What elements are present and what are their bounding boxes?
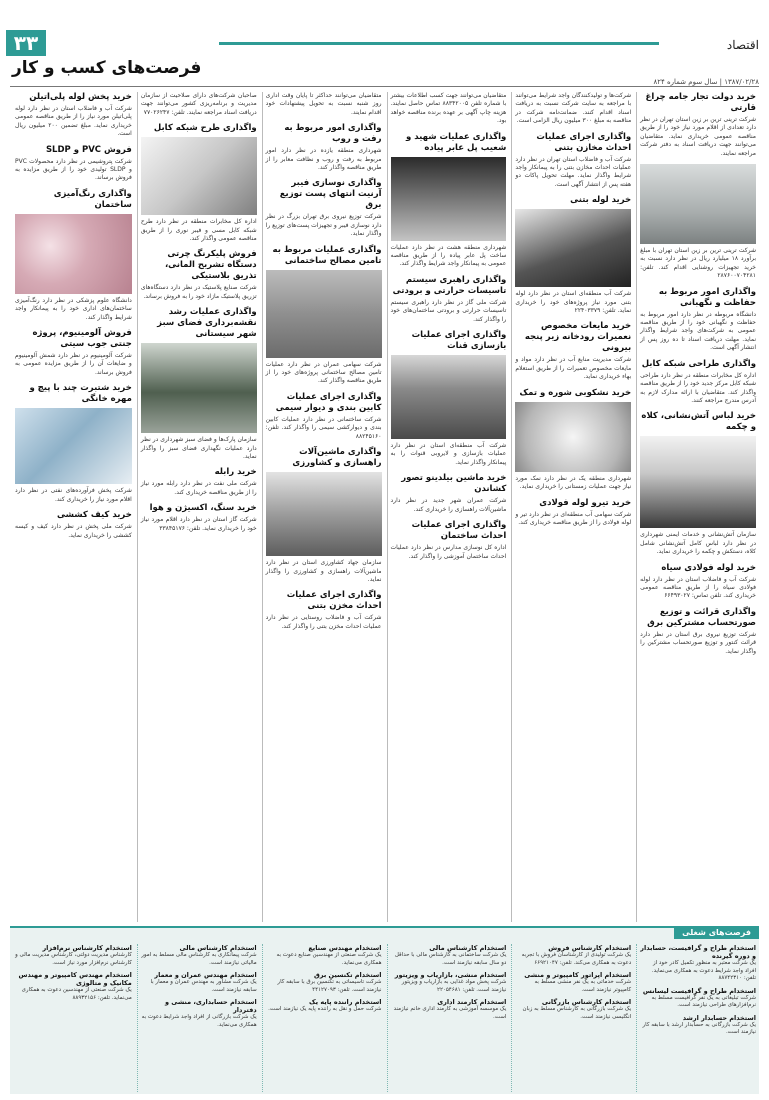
article-body: شرکت آب و فاضلاب استان در نظر دارد لوله فولادی سیاه را از طریق مناقصه عمومی خریداری کند. تلفن تماس: ۶۶۴۹۳۰۲۷ [640,575,756,600]
article-body: شهرداری منطقه یازده در نظر دارد امور مربوط به رفت و روب و نظافت معابر را از طریق مناقصه واگذار کند. [265,147,382,172]
article-body: شرکت مدیریت منابع آب در نظر دارد مواد و مایعات مخصوص تعمیرات را از طریق استعلام بهاء خریداری نماید. [515,356,632,381]
article-headline: فروش پلیکرنگ چرتی دستگاه تشریح المانی، تذریق بلاستیکی [164,249,257,282]
job-listing [391,998,507,1021]
article-headline: واگذاری ماشین‌آلات راهسازی و کشاورزی [292,447,382,469]
job-listing [640,987,756,1010]
article-headline: واگذاری اجرای عملیات کابین بندی و دیوار سیمی [275,391,382,413]
news-article [391,473,507,514]
job-listing [15,971,132,1002]
news-article [15,145,132,183]
job-listing-body: یک شرکت معتبر به منظور تکمیل کادر خود از افراد واجد شرایط دعوت به همکاری می‌نماید. تلفن: ۸۸۷۴۲۳۱۰ [651,960,756,981]
article-headline: خرید پخش لوله پلی‌اتیلن [29,92,132,102]
dateline: ۱۳۸۷/۰۲/۲۸ | سال سوم شماره ۸۲۴ [653,78,759,86]
article-body: شرکت گاز استان در نظر دارد اقلام مورد نیاز خود را خریداری نماید. تلفن: ۳۳۸۴۵۱۷۶ [140,516,257,532]
job-listing [141,998,257,1029]
news-article [640,563,756,601]
article-body: شهرداری منطقه یک در نظر دارد نمک مورد نیاز جهت عملیات زمستانی را خریداری نماید. [515,474,632,491]
job-listing-body: یک شرکت ساختمانی به کارشناس مالی با حداقل دو سال سابقه نیازمند است. [394,952,507,966]
article-headline: خرید دولت تجار جامه چراغ قارتی [645,92,756,113]
article-photo [515,209,631,287]
news-article [391,330,507,467]
news-article [266,447,382,584]
article-body: شرکت پخش فرآورده‌های نفتی در نظر دارد اقلام مورد نیاز را خریداری کند. [15,487,132,503]
article-headline: فروش آلومینیوم، پروژه جنتی جوب سیتی [32,328,132,350]
news-article [141,92,257,117]
job-listing [640,944,756,983]
article-body: شرکت توزیع نیروی برق تهران بزرگ در نظر دارد نوسازی فیبر و تجهیزات پست‌های توزیع را واگذار نماید. [265,213,382,238]
article-headline: خرید تیرو لوله فولادی [539,497,632,508]
article-headline: واگذاری قرائت و توزیع صورتحساب مشترکین برق [647,606,756,628]
masthead-rule [219,42,659,45]
article-headline: خرید لوله فولادی سیاه [661,562,756,573]
job-listing-body: یک شرکت تولیدی از کارشناسان فروش با تجربه دعوت به همکاری می‌کند. تلفن: ۶۶۹۲۱۰۴۷ [521,952,632,966]
article-photo [141,343,257,433]
classifieds-column [636,944,759,1092]
news-column [636,92,759,922]
article-headline: واگذاری اجرای عملیات احداث مخازن بتنی [536,131,632,153]
news-column [387,92,510,922]
article-body: متقاضیان می‌توانند جهت کسب اطلاعات بیشتر با شماره تلفن ۸۸۳۴۲۰۰۵ تماس حاصل نمایند. هزینه چاپ آگهی بر عهده برنده مناقصه خواهد بود. [390,92,507,125]
job-listing-body: شرکت حمل و نقل به راننده پایه یک نیازمند است. [268,1006,382,1012]
article-body: شرکت آب منطقه‌ای استان در نظر دارد لوله بتنی مورد نیاز پروژه‌های خود را خریداری نماید. تلفن: ۲۲۴۰۳۳۷۹ [515,290,632,315]
article-headline: واگذاری امور مربوط به رفت و روب [284,123,382,145]
job-listing-title: استخدام منشی، بازاریاب و ویزیتور [394,971,507,979]
news-article [15,189,132,322]
news-article [266,123,382,172]
section-title: فرصت‌های کسب و کار [12,58,202,78]
news-article [640,607,756,656]
job-listing-body: یک موسسه آموزشی به کارمند اداری خانم نیازمند است. [393,1006,507,1020]
news-column [137,92,260,922]
news-article [266,392,382,441]
job-listing [515,944,631,967]
article-headline: خرید لباس آتش‌نشانی، کلاه و چکمه [641,411,756,433]
article-body: شرکت توزیع نیروی برق استان در نظر دارد قرائت کنتور و توزیع صورتحساب مشترکین را واگذار نماید. [640,630,756,655]
news-article [640,359,756,406]
job-listing-title: استخدام کارشناس مالی [429,944,507,952]
article-headline: واگذاری رنگ‌آمیزی ساختمان [53,188,132,210]
news-article [391,132,507,269]
job-listing-title: استخدام کارشناس نرم‌افزار [42,944,132,952]
job-listing [266,944,382,967]
article-headline: واگذاری امور مربوط به حفاظت و نگهبانی [658,286,756,308]
masthead [0,0,769,90]
job-listing [266,971,382,994]
job-listing-title: استخدام مهندس صنایع [308,944,382,952]
job-listing [141,944,257,967]
news-column [511,92,634,922]
article-body: شهرداری منطقه هشت در نظر دارد عملیات ساخت پل عابر پیاده را از طریق مناقصه عمومی به پیمانکار واجد شرایط واگذار کند. [390,243,507,268]
news-article [266,245,382,386]
news-article [640,164,756,281]
news-article [391,275,507,324]
article-photo [141,137,257,215]
article-body: شرکت پتروشیمی در نظر دارد محصولات PVC و SLDP تولیدی خود را از طریق مزایده به فروش برساند. [15,157,132,182]
job-listing-title: استخدام حسابدار ارشد [682,1013,756,1022]
news-column [12,92,135,922]
job-listing-title: استخدام اپراتور کامپیوتر و منشی [524,971,632,979]
article-body: شرکت ملی گاز در نظر دارد راهبری سیستم تاسیسات حرارتی و برودتی ساختمان‌های خود را واگذار کند. [390,298,507,323]
news-article [15,92,132,139]
job-listing-title: استخدام کارشناس فروش [548,944,632,952]
article-body: شرکت آب و فاضلاب استان در نظر دارد لوله پلی‌اتیلن مورد نیاز را از طریق مناقصه عمومی خریداری نماید. مبلغ تضمین ۲۰۰ میلیون ریال است. [15,105,132,138]
job-listing-title: استخدام طراح و گرافیست، حسابدار و دوره گیرنده [640,944,756,960]
news-article [640,411,756,556]
news-article [515,498,631,528]
news-article [15,510,132,540]
classifieds-column [511,944,634,1092]
article-body: شرکت سهامی عمران در نظر دارد عملیات تامین مصالح ساختمانی پروژه‌های خود را از طریق مناقصه واگذار کند. [265,360,382,385]
news-article [266,92,382,117]
article-headline: خرید شتبرت چند با پیچ و مهره خانگی [29,383,132,405]
article-body: شرکت ترینی ترین بر زین استان تهران با مبلغ برآورد ۱۸ میلیارد ریال در نظر دارد نسبت به خرید تجهیزات روشنایی اقدام کند. تلفن: ۲۸۷۶۰۰۷۰۴۲۸۱ [640,247,756,280]
job-listing [15,944,132,967]
article-photo [391,157,507,241]
classifieds-column [137,944,260,1092]
news-article [141,307,257,461]
article-body: شرکت صنایع پلاستیک در نظر دارد دستگاه‌های تزریق پلاستیک مازاد خود را به فروش برساند. [140,284,257,300]
article-headline: واگذاری عملیات شهید و شعیب پل عابر پیاده [406,131,507,153]
article-body: شرکت‌ها و تولیدکنندگان واجد شرایط می‌توانند با مراجعه به سایت شرکت نسبت به دریافت اسناد اقدام کنند. ضمانت‌نامه شرکت در مناقصه به مبلغ ۳۰۰ میلیون ریال الزامی است. [515,92,632,125]
article-body: شرکت ترینی ترین بر زین استان تهران در نظر دارد تعدادی از اقلام مورد نیاز خود را از طریق مناقصه عمومی خریداری نماید. متقاضیان می‌توانند جهت دریافت اسناد به دفتر شرکت مراجعه نمایند. [640,116,756,157]
article-body: دانشگاه مربوطه در نظر دارد امور مربوط به حفاظت و نگهبانی خود را از طریق مناقصه عمومی به شرکت‌های واجد شرایط واگذار نماید. مهلت دریافت اسناد تا ده روز پس از انتشار آگهی است. [640,310,756,352]
news-article [141,123,257,243]
article-headline: خرید ماشین بیلدینو تصور کشاندن [401,473,507,495]
job-listing-body: یک شرکت صنعتی از مهندسین صنایع دعوت به همکاری می‌نماید. [276,952,382,966]
article-body: سازمان پارک‌ها و فضای سبز شهرداری در نظر دارد عملیات نگهداری فضای سبز را واگذار نماید. [140,436,257,461]
article-headline: خرید نشکوبی شوره و تمک [519,387,632,398]
article-headline: واگذاری عملیات مربوط به تامین مصالح ساختمانی [272,244,382,266]
job-listing [640,1014,756,1037]
article-headline: خرید کیف کششی [57,510,132,521]
news-article [15,383,132,504]
article-body: شرکت ملی نفت در نظر دارد رابله مورد نیاز را از طریق مناقصه خریداری کند. [140,480,257,496]
classifieds-column [12,944,135,1092]
job-listing-title: استخدام راننده پایه یک [308,998,382,1006]
news-column [262,92,385,922]
job-listing-body: شرکت تبلیغاتی به یک نفر گرافیست مسلط به نرم‌افزارهای طراحی نیازمند است. [651,994,756,1008]
article-photo [266,270,382,358]
news-article [640,287,756,353]
article-photo [640,436,756,528]
article-body: شرکت آب و فاضلاب استان تهران در نظر دارد عملیات احداث مخازن بتنی را به پیمانکار واجد شرایط واگذار نماید. مهلت تحویل پاکات دو هفته پس از انتشار آگهی است. [515,155,632,188]
page-number: ۳۳ [6,30,46,56]
classifieds-column [262,944,385,1092]
article-body: شرکت آب منطقه‌ای استان در نظر دارد عملیات بازسازی و لایروبی قنوات را به پیمانکار واگذار نماید. [390,442,507,466]
article-headline: واگذاری طراحی شبکه کابل [641,358,756,369]
article-photo [391,355,507,439]
article-body: صاحبان شرکت‌های دارای صلاحیت از سازمان مدیریت و برنامه‌ریزی کشور می‌توانند جهت دریافت اسناد مراجعه نمایند. تلفن: ۷۷۰۲۶۲۴۷ [140,92,257,116]
news-article [515,321,631,381]
news-article [266,590,382,631]
news-article [266,178,382,238]
job-listing-body: شرکت پیمانکاری به کارشناس مالی مسلط به امور مالیاتی نیازمند است. [141,952,257,966]
job-listing [141,971,257,994]
article-body: شرکت ساختمانی در نظر دارد عملیات کابین بندی و دیوارکشی سیمی را واگذار کند. تلفن: ۸۸۲۴۵۱۶۰ [265,415,382,440]
job-listing [391,944,507,967]
job-listing-title: استخدام کارمند اداری [437,998,507,1006]
news-article [141,249,257,301]
article-headline: خرید سنگ، اکسیژن و هوا [149,503,257,514]
news-article [515,132,631,190]
article-headline: واگذاری عملیات رشد نقشه‌برداری فضای سبز شهر سیستانی [157,307,257,340]
header-divider [10,86,759,87]
article-headline: واگذاری راهبری سیستم تاسیسات حرارتی و برودتی [392,274,507,296]
article-body: شرکت سهامی آب منطقه‌ای در نظر دارد تیر و لوله فولادی را از طریق مناقصه خریداری کند. [515,510,632,526]
article-body: سازمان جهاد کشاورزی استان در نظر دارد ماشین‌آلات راهسازی و کشاورزی را واگذار نماید. [265,559,382,583]
classifieds-section [10,926,759,1094]
job-listing-title: استخدام کارشناس بازرگانی [541,998,632,1006]
news-article [141,503,257,533]
article-photo [15,408,132,484]
news-article [391,520,507,561]
news-article [640,92,756,158]
job-listing-title: استخدام کارشناس مالی [179,944,257,952]
article-photo [640,164,756,244]
article-photo [266,472,382,556]
job-listing-title: استخدام طراح و گرافیست لیسانس [642,986,756,995]
article-headline: واگذاری اجرای عملیات احداث مخزن بتنی [286,590,382,612]
article-body: اداره کل مخابرات منطقه در نظر دارد طراحی شبکه کابل مرکز جدید خود را از طریق مناقصه واگذار کند. متقاضیان با ارائه مدارک لازم به آدرس مندرج مراجعه کنند. [640,371,756,404]
news-article [515,195,631,315]
article-body: شرکت عمران شهر جدید در نظر دارد ماشین‌آلات راهسازی را خریداری کند. [390,497,507,513]
job-listing-body: یک شرکت بازرگانی به حسابدار ارشد با سابقه کار نیازمند است. [642,1021,756,1035]
job-listing [515,971,631,994]
job-listing-title: استخدام مهندس کامپیوتر و مهندس مکانیک و متالوژی [18,971,132,987]
job-listing-title: استخدام حسابداری، منشی و دفتردار [164,998,257,1014]
article-columns [10,92,759,922]
news-article [15,328,132,377]
classifieds-tag: فرصت‌های شغلی [674,926,759,939]
article-body: دانشگاه علوم پزشکی در نظر دارد رنگ‌آمیزی ساختمان‌های اداری خود را به پیمانکار واجد شرایط واگذار کند. [15,296,132,321]
job-listing-body: یک شرکت مشاور به مهندس عمران و معمار با سابقه نیازمند است. [150,979,257,993]
job-listing-body: شرکت خدماتی به یک نفر منشی مسلط به کامپیوتر نیازمند است. [534,979,632,993]
news-article [515,388,631,492]
news-article [515,92,631,126]
job-listing [266,998,382,1014]
job-listing [391,971,507,994]
article-headline: خرید رابله [214,467,257,478]
article-photo [515,402,631,472]
news-article [391,92,507,126]
article-headline: خرید مایعات مخصوص نعمیرات رودخانه زیر پنجه بیرونی [524,321,632,354]
article-body: شرکت آب و فاضلاب روستایی در نظر دارد عملیات احداث مخزن بتنی را واگذار کند. [265,614,382,630]
news-article [141,467,257,497]
newspaper-logo: اقتصاد [726,38,759,52]
article-headline: واگذاری طرح شبکه کابل [153,123,257,134]
article-photo [15,214,132,294]
job-listing-body: کارشناس مدیریت دولتی، کارشناس مدیریت مالی و کارشناس نرم‌افزار مورد نیاز است. [15,952,132,966]
job-listing-body: شرکت پخش مواد غذایی به بازاریاب و ویزیتور نیازمند است. تلفن: ۲۲۰۵۴۶۸۱ [401,979,507,993]
article-headline: فروش PVC و SLDP [45,144,132,155]
job-listing-body: یک شرکت بازرگانی به کارشناس مسلط به زبان انگلیسی نیازمند است. [522,1006,632,1020]
job-listing-body: یک شرکت بازرگانی از افراد واجد شرایط دعوت به همکاری می‌نماید. [141,1014,257,1028]
article-body: شرکت آلومینیوم در نظر دارد شمش آلومینیوم و ضایعات آن را از طریق مزایده عمومی به فروش برساند. [15,352,132,376]
article-headline: واگذاری نوسازی فیبر آرنیت انتهای پست توزیع برق [279,178,382,211]
article-body: سازمان آتش‌نشانی و خدمات ایمنی شهرداری در نظر دارد لباس کامل آتش‌نشانی شامل کلاه، دستکش و چکمه را خریداری نماید. [640,531,756,556]
job-listing-body: یک شرکت صنعتی از مهندسین دعوت به همکاری می‌نماید. تلفن: ۸۸۹۳۲۱۵۶ [21,987,132,1001]
article-body: اداره کل مخابرات منطقه در نظر دارد طرح شبکه کابل مسی و فیبر نوری را از طریق مناقصه عمومی واگذار کند. [140,218,257,243]
article-body: متقاضیان می‌توانند حداکثر تا پایان وقت اداری روز شنبه نسبت به تحویل پیشنهادات خود اقدام نمایند. [265,92,382,116]
job-listing [515,998,631,1021]
classifieds-column [387,944,510,1092]
job-listing-title: استخدام مهندس عمران و معمار [154,971,257,979]
job-listing-body: شرکت تاسیساتی به تکنسین برق با سابقه کار نیازمند است. تلفن: ۴۴۱۲۷۰۹۳ [277,979,382,993]
article-headline: واگذاری اجرای عملیات احداث ساختمان [411,520,507,542]
article-headline: خرید لوله بتنی [570,195,632,206]
article-body: اداره کل نوسازی مدارس در نظر دارد عملیات احداث ساختمان آموزشی را واگذار کند. [390,544,507,560]
job-listing-title: استخدام تکنسین برق [313,971,382,979]
article-body: شرکت ملی پخش در نظر دارد کیف و کیسه کششی را خریداری نماید. [15,523,132,539]
article-headline: واگذاری اجرای عملیات بازسازی قنات [411,330,507,352]
